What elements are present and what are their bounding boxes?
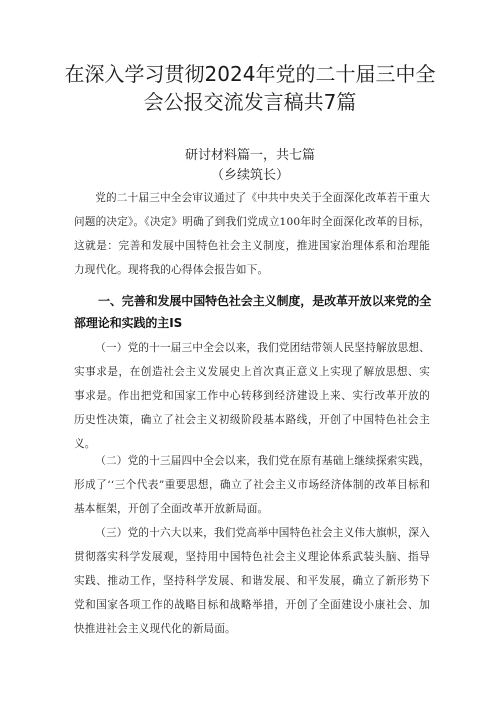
paragraph-intro: 党的二十届三中全会审议通过了《中共中央关于全面深化改革若干重大问题的决定》。《决定》明确了到我们党成立100年时全面深化改革的目标，这就是：完善和发展中国特色社会主义制度，推进国家治理体系和治理能力现代化。现将我的心得体会报告如下。 xyxy=(74,192,430,276)
paragraph-point-3: （三）党的十六大以来，我们党高举中国特色社会主义伟大旗帜，深入贯彻落实科学发展观，坚持用中国特色社会主义理论体系武装头脑、指导实践、推动工作，坚持科学发展、和谐发展、和平发展，确立了新形势下党和国家各项工作的战略目标和战略举措，开创了全面建设小康社会、加快推进社会主义现代化的新局面。 xyxy=(74,527,430,635)
paragraph-point-1: （一）党的十一届三中全会以来，我们党团结带领人民坚持解放思想、实事求是，在创造社会主义发展史上首次真正意义上实现了解放思想、实事求是。作出把党和国家工作中心转移到经济建设上来、实行改革开放的历史性决策，确立了社会主义初级阶段基本路线，开创了中国特色社会主义。 xyxy=(74,342,430,450)
document-subtitle: 研讨材料篇一，共七篇 xyxy=(184,148,315,163)
section-heading-1: 一、完善和发展中国特色社会主义制度，是改革开放以来党的全部理论和实践的主IS xyxy=(74,294,432,330)
paragraph-point-2: （二）党的十三届四中全会以来，我们党在原有基础上继续探索实践，形成了‘‘三个代表”重要思想，确立了社会主义市场经济体制的改革目标和基本框架，开创了全面改革开放新局面。 xyxy=(74,455,430,515)
author-line: （乡续筑长） xyxy=(210,168,289,183)
document-title: 在深入学习贯彻2024年党的二十届三中全会公报交流发言稿共7篇 xyxy=(64,62,436,114)
